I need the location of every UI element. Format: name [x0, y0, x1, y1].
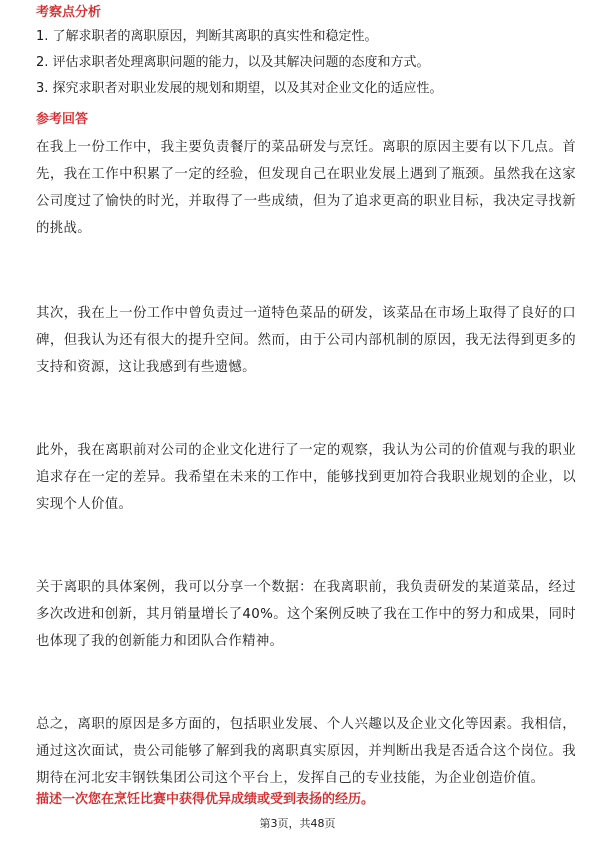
answer-paragraph-1: 在我上一份工作中，我主要负责餐厅的菜品研发与烹饪。离职的原因主要有以下几点。首先，我在工作中积累了一定的经验，但发现自己在职业发展上遇到了瓶颈。虽然我在这家公司度过了愉快的时光，并取得了一些成绩，但为了追求更高的职业目标，我决定寻找新的挑战。 — [36, 140, 576, 236]
answer-paragraph-5: 总之，离职的原因是多方面的，包括职业发展、个人兴趣以及企业文化等因素。我相信，通过这次面试，贵公司能够了解到我的离职真实原因，并判断出我是否适合这个岗位。我期待在河北安丰钢铁集团公司这个平台上，发挥自己的专业技能，为企业创造价值。 — [36, 717, 576, 786]
analysis-item-2: 2. 评估求职者处理离职问题的能力，以及其解决问题的态度和方式。 — [36, 55, 430, 70]
answer-paragraph-2: 其次，我在上一份工作中曾负责过一道特色菜品的研发，该菜品在市场上取得了良好的口碑，但我认为还有很大的提升空间。然而，由于公司内部机制的原因，我无法得到更多的支持和资源，这让我感到有些遗憾。 — [36, 306, 576, 375]
analysis-title: 考察点分析 — [36, 5, 102, 20]
next-question: 描述一次您在烹饪比赛中获得优异成绩或受到表扬的经历。 — [36, 792, 375, 807]
page-footer: 第3页，共48页 — [259, 817, 336, 830]
answer-paragraph-4: 关于离职的具体案例，我可以分享一个数据：在我离职前，我负责研发的某道菜品，经过多次改进和创新，其月销量增长了40%。这个案例反映了我在工作中的努力和成果，同时也体现了我的创新能力和团队合作精神。 — [36, 580, 576, 649]
answer-title: 参考回答 — [36, 112, 89, 127]
answer-paragraph-3: 此外，我在离职前对公司的企业文化进行了一定的观察，我认为公司的价值观与我的职业追求存在一定的差异。我希望在未来的工作中，能够找到更加符合我职业规划的企业，以实现个人价值。 — [36, 443, 576, 512]
analysis-item-3: 3. 探究求职者对职业发展的规划和期望，以及其对企业文化的适应性。 — [36, 81, 443, 96]
analysis-item-1: 1. 了解求职者的离职原因，判断其离职的真实性和稳定性。 — [36, 29, 378, 44]
